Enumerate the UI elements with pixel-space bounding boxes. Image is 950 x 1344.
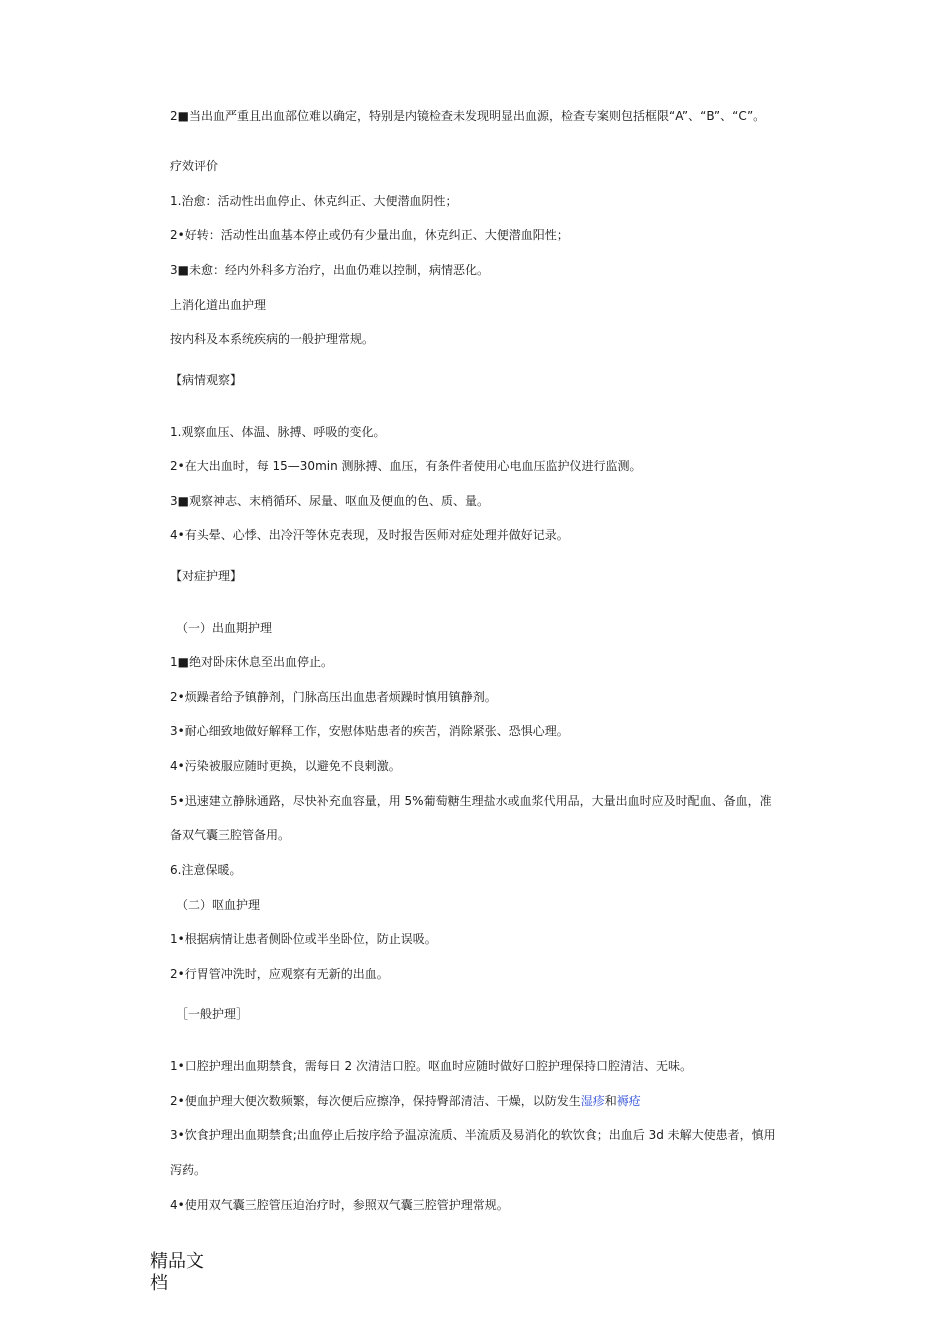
stool-care-conjunction: 和 [604,1094,617,1108]
paragraph-general-nursing: 按内科及本系统疾病的一般护理常规。 [170,332,375,346]
list-item-gastric-lavage: 2•行胃管冲洗时，应观察有无新的出血。 [170,967,389,981]
list-item-balloon-tube: 4•使用双气囊三腔管压迫治疗时，参照双气囊三腔管护理常规。 [170,1198,509,1212]
stool-care-text: 2•便血护理大便次数频繁，每次便后应擦净，保持臀部清洁、干燥，以防发生 [170,1094,581,1108]
list-item-bed-rest: 1■绝对卧床休息至出血停止。 [170,655,333,669]
list-item-not-cured: 3■未愈：经内外科多方治疗，出血仍难以控制，病情恶化。 [170,263,489,277]
list-item-iv-access-cont: 备双气囊三腔管备用。 [170,828,291,842]
list-item-cured: 1.治愈：活动性出血停止、休克纠正、大便潜血阴性； [170,194,458,208]
list-item-keep-warm: 6.注意保暖。 [170,863,242,877]
list-item-diet: 3•饮食护理出血期禁食;出血停止后按序给予温凉流质、半流质及易消化的软饮食；出血后 3d 未解大使患者，慎用 [170,1128,776,1142]
subheading-hematemesis: （二）呕血护理 [176,898,261,912]
list-item-oral-care: 1•口腔护理出血期禁食，需每日 2 次清洁口腔。呕血时应随时做好口腔护理保持口腔清洁、无味。 [170,1059,692,1073]
paragraph-exam-criteria: 2■当出血严重且出血部位难以确定，特别是内镜检查未发现明显出血源，检查专案则包括框限“A”、“B”、“C”。 [170,109,766,123]
subheading-bleeding-period: （一）出血期护理 [176,621,273,635]
list-item-stool-care [170,1093,641,1109]
list-item-improved: 2•好转：活动性出血基本停止或仍有少量出血，休克纠正、大便潜血阳性； [170,228,569,242]
list-item-observe-vitals: 1.观察血压、体温、脉搏、呼吸的变化。 [170,425,386,439]
section-heading-general-care: ［一般护理］ [176,1007,249,1021]
heading-ugib-nursing: 上消化道出血护理 [170,298,267,312]
link-bedsore[interactable]: 褥疮 [616,1094,641,1108]
link-eczema[interactable]: 湿疹 [580,1094,605,1108]
list-item-explanation: 3•耐心细致地做好解释工作，安慰体贴患者的疾苦，消除紧张、恐惧心理。 [170,724,569,738]
list-item-sedatives: 2•烦躁者给予镇静剂，门脉高压出血患者烦躁时慎用镇静剂。 [170,690,497,704]
list-item-position: 1•根据病情让患者侧卧位或半坐卧位，防止误吸。 [170,932,437,946]
footer-watermark-text: 精品文档 [150,1251,204,1294]
section-heading-symptomatic: 【对症护理】 [170,569,243,583]
list-item-diet-cont: 泻药。 [170,1163,207,1177]
list-item-iv-access: 5•迅速建立静脉通路，尽快补充血容量，用 5%葡萄糖生理盐水或血浆代用品，大量出血时应及时配血、备血，准 [170,794,772,808]
list-item-shock-signs: 4•有头晕、心悸、出冷汗等休克表现，及时报告医师对症处理并做好记录。 [170,528,569,542]
list-item-bedding: 4•污染被服应随时更换，以避免不良剌激。 [170,759,401,773]
heading-efficacy-evaluation: 疗效评价 [170,159,219,173]
section-heading-observation: 【病情观察】 [170,373,243,387]
list-item-monitor-pulse: 2•在大出血时，每 15—30min 测脉搏、血压，有条件者使用心电血压监护仪进行监测。 [170,459,642,473]
list-item-observe-consciousness: 3■观察神志、末梢循环、尿量、呕血及便血的色、质、量。 [170,494,489,508]
